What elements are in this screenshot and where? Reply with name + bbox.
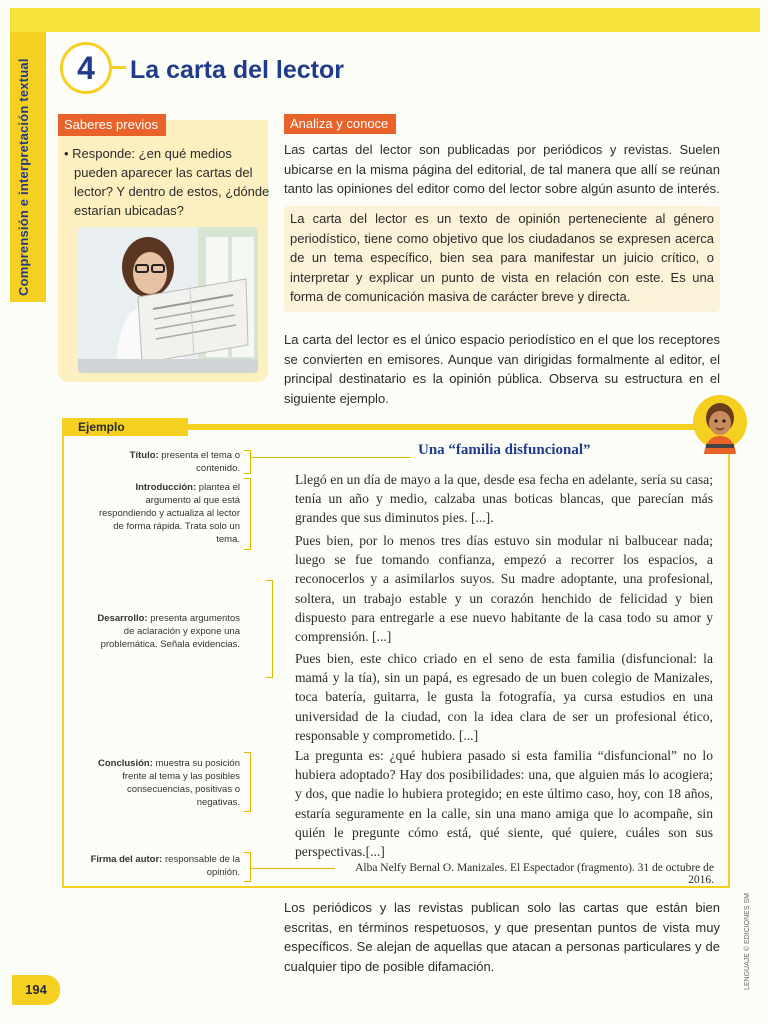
annotation-signature: Firma del autor: responsable de la opinión.	[90, 854, 240, 878]
bracket-intro	[244, 478, 251, 550]
section-side-label: Comprensión e interpretación textual	[16, 58, 31, 296]
definition-text: La carta del lector es un texto de opinión perteneciente al género periodístico, tiene como objetivo que los ciudadanos se expresen acerca de un tema específico, bien sea para manifestar un juicio crítico, o interpretar y explicar un punto de vista en relación con este. Es una forma de comunicación masiva de carácter breve y directa.	[290, 211, 714, 304]
letter-paragraph: Llegó en un día de mayo a la que, desde esa fecha en adelante, sería su casa; tenía un año y medio, calzaba unas boticas blancas, que parecían más grandes que sus diminutos pies. [...].	[295, 472, 713, 526]
analiza-tag: Analiza y conoce	[284, 114, 396, 134]
woman-reading-newspaper-photo	[78, 227, 258, 373]
letter-signature: Alba Nelfy Bernal O. Manizales. El Espectador (fragmento). 31 de octubre de 2016.	[355, 862, 714, 886]
letter-paragraph: Pues bien, este chico criado en el seno de esta familia (disfuncional: la mamá y la tía), sin un papá, es egresado de un buen colegio de Manizales, toca batería, guitarra, le gusta la fotografía, ya cursa estudios en una universidad de la ciudad, con la idea clara de ser un profesional ético, responsable y comprometido. [...]	[295, 651, 713, 743]
unit-number: 4	[60, 42, 112, 94]
publisher-mark: LENGUAJE © EDICIONES SM	[744, 893, 751, 990]
intro-paragraph: Las cartas del lector son publicadas por periódicos y revistas. Suelen ubicarse en la misma página del editorial, de tal manera que allí se reúnan tanto las opiniones del editor como del lector sobre algún asunto de interés.	[284, 142, 720, 196]
letter-paragraph: La pregunta es: ¿qué hubiera pasado si esta familia “disfuncional” no lo hubiera adoptado? Hay dos posibilidades: una, que alguien más lo acogiera; y dos, que nadie lo hubiera protegido; en este último caso, hoy, con 18 años, estaría seguramente en la calle, sin una mano amiga que lo acompañe, sin quién le pregunte cómo está, qué siente, qué quiere, cuáles son sus perspectivas.[...]	[295, 748, 713, 860]
annotation-title: Título: presenta el tema o contenido.	[129, 450, 240, 474]
annotation-development: Desarrollo: presenta argumentos de aclaración y expone una problemática. Señala evidencias.	[97, 613, 240, 650]
top-band	[10, 8, 760, 32]
letter-title: Una “familia disfuncional”	[418, 442, 591, 458]
annotation-conclusion: Conclusión: muestra su posición frente al tema y las posibles consecuencias, positivas o negativas.	[97, 758, 240, 808]
title-pointer-line	[251, 457, 411, 458]
bracket-signature	[244, 852, 251, 882]
title-connector	[112, 66, 126, 69]
structure-paragraph: La carta del lector es el único espacio periodístico en el que los receptores se convierten en emisores. Aunque van dirigidas formalmente al editor, el principal destinatario es la opinión pública. Observa su estructura en el siguiente ejemplo.	[284, 332, 720, 406]
annotation-intro: Introducción: plantea el argumento al que está respondiendo y actualiza al lector de forma rápida. Trata solo un tema.	[98, 482, 240, 545]
bracket-development	[266, 580, 273, 678]
example-tag: Ejemplo	[62, 418, 188, 436]
bracket-title	[244, 450, 251, 474]
closing-paragraph: Los periódicos y las revistas publican solo las cartas que están bien escritas, en términos respetuosos, y que presentan puntos de vista muy específicos. Se alejan de aquellas que atacan a personas particulares y de cualquier tipo de posible difamación.	[284, 900, 720, 974]
page-title: La carta del lector	[130, 56, 344, 84]
boy-avatar-icon	[692, 392, 748, 468]
bracket-conclusion	[244, 752, 251, 812]
saberes-tag: Saberes previos	[58, 114, 166, 136]
page-number: 194	[12, 975, 60, 1005]
letter-paragraph: Pues bien, por lo menos tres días estuvo sin modular ni balbucear nada; luego se fue tomando confianza, empezó a recorrer los espacios, a reconocerlos y a asimilarlos suyos. Su madre adoptante, una profesional, soltera, un trabajo estable y un corazón henchido de felicidad y bien dispuesto para entregarle a ese nuevo habitante de la casa todo su amor y comprensión. [...]	[295, 533, 713, 645]
signature-pointer-line	[251, 868, 335, 869]
saberes-question: • Responde: ¿en qué medios pueden aparecer las cartas del lector? Y dentro de estos, ¿dónde estarían ubicadas?	[64, 146, 270, 218]
